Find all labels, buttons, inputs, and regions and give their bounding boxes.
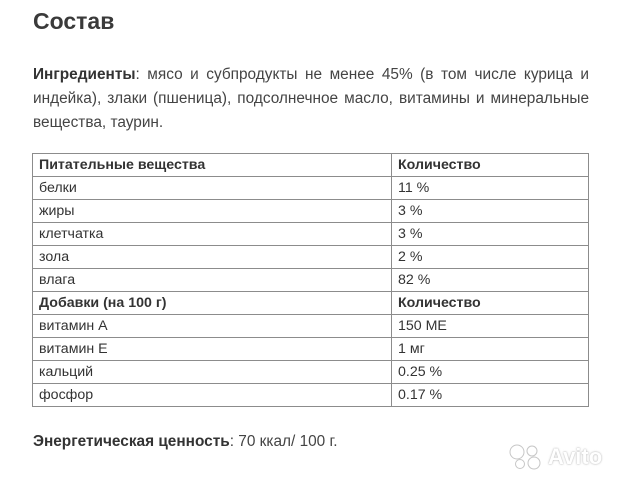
table-header-cell: Питательные вещества [33,154,392,177]
additive-name-cell: фосфор [33,384,392,407]
page-title: Состав [33,8,115,34]
nutrient-value-cell: 2 % [392,246,589,269]
table-header-cell: Количество [392,292,589,315]
avito-logo-icon [508,443,546,471]
energy-value-line [33,433,338,451]
nutrient-value-cell: 82 % [392,269,589,292]
nutrient-value-cell: 3 % [392,200,589,223]
nutrient-name-cell: клетчатка [33,223,392,246]
table-row [33,246,589,269]
nutrient-name-cell: белки [33,177,392,200]
table-header-row [33,154,589,177]
avito-watermark-text: Avito [548,444,603,469]
ingredients-label: Ингредиенты [33,66,136,83]
additive-name-cell: витамин Е [33,338,392,361]
additive-value-cell: 1 мг [392,338,589,361]
additive-name-cell: витамин А [33,315,392,338]
table-row [33,361,589,384]
energy-label: Энергетическая ценность [33,433,230,450]
nutrition-table [32,153,589,407]
additive-name-cell: кальций [33,361,392,384]
table-row [33,269,589,292]
table-row [33,200,589,223]
table-row [33,223,589,246]
table-row [33,384,589,407]
table-header-row [33,292,589,315]
table-header-cell: Добавки (на 100 г) [33,292,392,315]
table-header-cell: Количество [392,154,589,177]
ingredients-paragraph [33,63,589,135]
nutrient-name-cell: жиры [33,200,392,223]
nutrient-value-cell: 11 % [392,177,589,200]
nutrient-name-cell: влага [33,269,392,292]
energy-text: : 70 ккал/ 100 г. [229,433,338,450]
table-row [33,177,589,200]
additive-value-cell: 150 МЕ [392,315,589,338]
additive-value-cell: 0.25 % [392,361,589,384]
additive-value-cell: 0.17 % [392,384,589,407]
ingredients-text: : мясо и субпродукты не менее 45% (в том числе курица и индейка), злаки (пшеница), подсолнечное масло, витамины и минеральные вещества, таурин. [33,66,589,131]
table-row [33,315,589,338]
table-row [33,338,589,361]
nutrient-name-cell: зола [33,246,392,269]
nutrient-value-cell: 3 % [392,223,589,246]
avito-watermark [508,443,626,471]
